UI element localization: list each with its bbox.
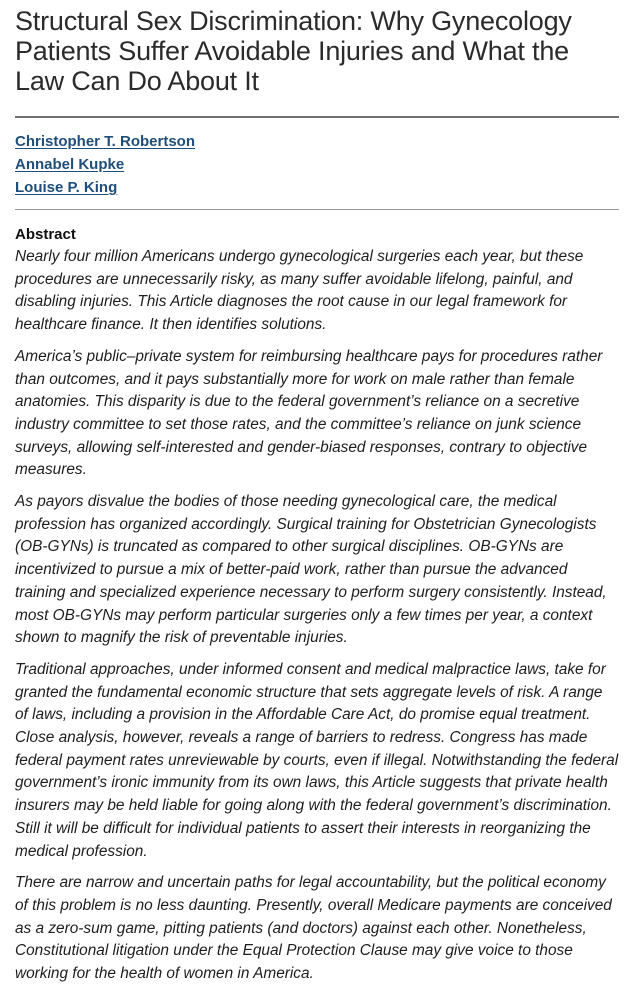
article-page bbox=[15, 0, 619, 995]
abstract-section bbox=[15, 224, 619, 986]
title-divider bbox=[15, 116, 619, 118]
author-list bbox=[15, 130, 619, 199]
author-item bbox=[15, 176, 619, 199]
authors-divider bbox=[15, 209, 619, 210]
author-link[interactable]: Louise P. King bbox=[15, 179, 118, 196]
author-link[interactable]: Annabel Kupke bbox=[15, 156, 125, 173]
article-title: Structural Sex Discrimination: Why Gynecology Patients Suffer Avoidable Injuries and What the Law Can Do About It bbox=[15, 6, 572, 96]
author-item bbox=[15, 130, 619, 153]
author-item bbox=[15, 153, 619, 176]
author-link[interactable]: Christopher T. Robertson bbox=[15, 133, 196, 150]
abstract-heading: Abstract bbox=[15, 226, 76, 243]
abstract-paragraph: Traditional approaches, under informed consent and medical malpractice laws, take for granted the fundamental economic structure that sets aggregate levels of risk. A range of laws, including a provision in the Affordable Care Act, do promise equal treatment. Close analysis, however, reveals a range of barriers to redress. Congress has made federal payment rates unreviewable by courts, even if illegal. Notwithstanding the federal government’s ironic immunity from its own laws, this Article suggests that private health insurers may be held liable for going along with the federal government’s discrimination. Still it will be difficult for individual patients to assert their interests in reorganizing the medical profession. bbox=[15, 660, 619, 860]
abstract-paragraph: There are narrow and uncertain paths for legal accountability, but the political economy of this problem is no less daunting. Presently, overall Medicare payments are conceived as a zero-sum game, pitting patients (and doctors) against each other. Nonetheless, Constitutional litigation under the Equal Protection Clause may give voice to those working for the health of women in America. bbox=[15, 874, 612, 983]
abstract-paragraph: America’s public–private system for reimbursing healthcare pays for procedures rather than outcomes, and it pays substantially more for work on male rather than female anatomies. This disparity is due to the federal government’s reliance on a secretive industry committee to set those rates, and the committee’s reliance on junk science surveys, allowing self-interested and gender-biased responses, contrary to objective measures. bbox=[15, 347, 603, 479]
abstract-paragraph: As payors disvalue the bodies of those needing gynecological care, the medical profession has organized accordingly. Surgical training for Obstetrician Gynecologists (OB-GYNs) is truncated as compared to other surgical disciplines. OB-GYNs are incentivized to pursue a mix of better-paid work, rather than pursue the advanced training and specialized experience necessary to perform surgery consistently. Instead, most OB-GYNs may perform particular surgeries only a few times per year, a context shown to magnify the risk of preventable injuries. bbox=[15, 493, 607, 647]
abstract-paragraph: Nearly four million Americans undergo gynecological surgeries each year, but these procedures are unnecessarily risky, as many suffer avoidable lifelong, painful, and disabling injuries. This Article diagnoses the root cause in our legal framework for healthcare finance. It then identifies solutions. bbox=[15, 248, 584, 334]
